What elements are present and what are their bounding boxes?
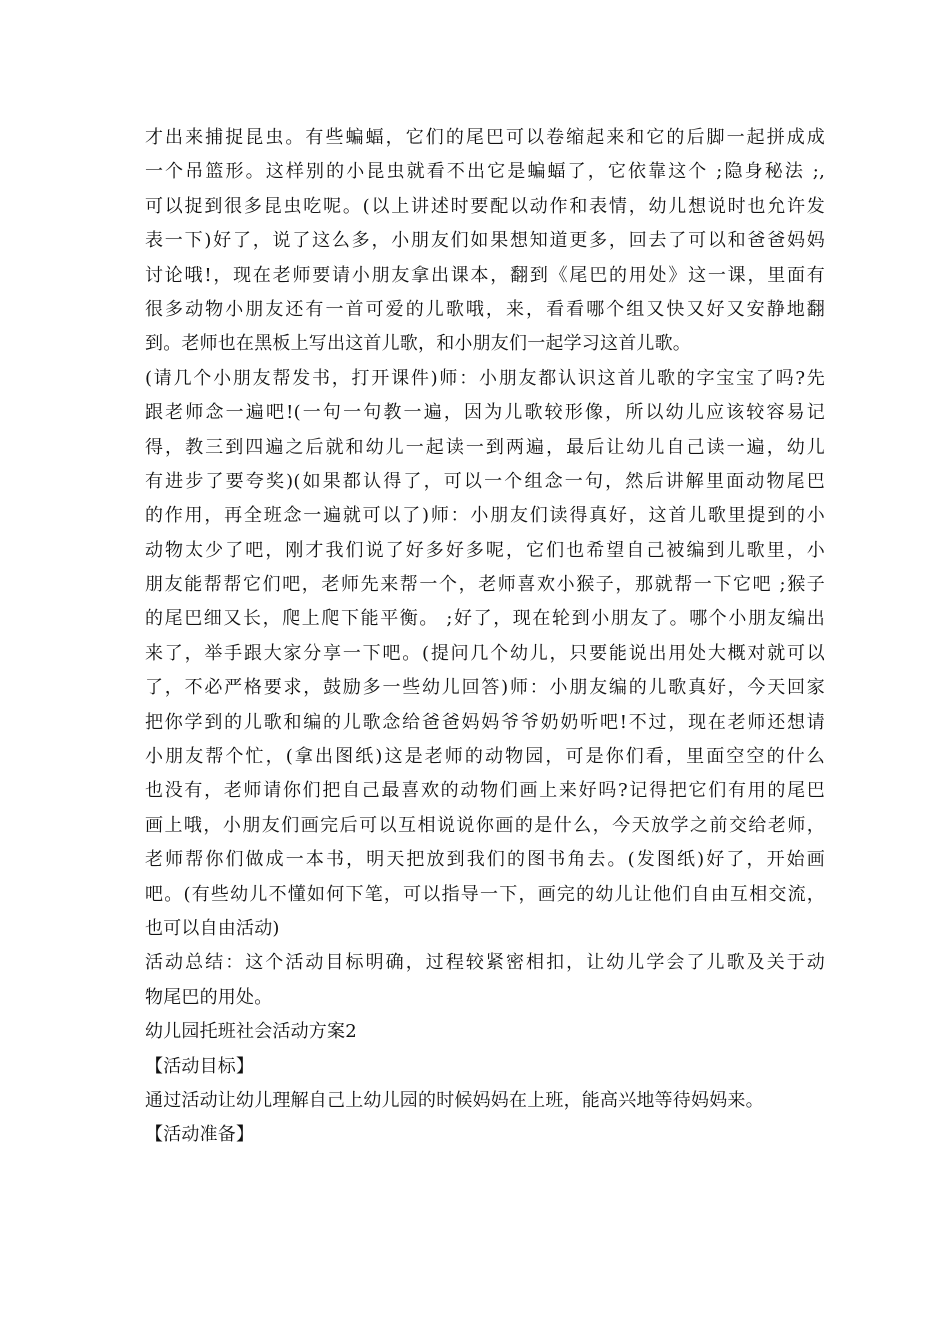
document-body [145, 121, 825, 1153]
text-line: 小朋友帮个忙，(拿出图纸)这是老师的动物园，可是你们看，里面空空的什么 [145, 746, 825, 768]
text-line: 得，教三到四遍之后就和幼儿一起读一到两遍，最后让幼儿自己读一遍，幼儿 [145, 436, 825, 458]
text-line: 很多动物小朋友还有一首可爱的儿歌哦，来，看看哪个组又快又好又安静地翻 [145, 298, 825, 320]
text-line: 来了，举手跟大家分享一下吧。(提问几个幼儿，只要能说出用处大概对就可以 [145, 642, 825, 664]
text-line: 的尾巴细又长，爬上爬下能平衡。 ;好了，现在轮到小朋友了。哪个小朋友编出 [145, 608, 825, 630]
text-line: 表一下)好了，说了这么多，小朋友们如果想知道更多，回去了可以和爸爸妈妈 [145, 230, 825, 252]
text-line: 活动总结：这个活动目标明确，过程较紧密相扣，让幼儿学会了儿歌及关于动 [145, 952, 825, 974]
text-line: 【活动目标】 [145, 1055, 255, 1077]
text-line: 一个吊篮形。这样别的小昆虫就看不出它是蝙蝠了，它依靠这个 ;隐身秘法 ;, [145, 161, 825, 183]
text-line: (请几个小朋友帮发书，打开课件)师：小朋友都认识这首儿歌的字宝宝了吗?先 [145, 367, 825, 389]
text-line: 跟老师念一遍吧!(一句一句教一遍，因为儿歌较形像，所以幼儿应该较容易记 [145, 402, 825, 424]
text-line: 动物太少了吧，刚才我们说了好多好多呢，它们也希望自己被编到儿歌里，小 [145, 539, 825, 561]
text-line: 了，不必严格要求，鼓励多一些幼儿回答)师：小朋友编的儿歌真好，今天回家 [145, 677, 825, 699]
text-line: 才出来捕捉昆虫。有些蝙蝠，它们的尾巴可以卷缩起来和它的后脚一起拼成成 [145, 127, 825, 148]
text-line: 可以捉到很多昆虫吃呢。(以上讲述时要配以动作和表情，幼儿想说时也允许发 [145, 195, 825, 217]
text-line: 老师帮你们做成一本书，明天把放到我们的图书角去。(发图纸)好了，开始画 [145, 849, 825, 871]
text-line: 有进步了要夸奖)(如果都认得了，可以一个组念一句，然后讲解里面动物尾巴 [145, 470, 825, 492]
text-line: 到。老师也在黑板上写出这首儿歌，和小朋友们一起学习这首儿歌。 [145, 333, 691, 355]
text-line: 吧。(有些幼儿不懂如何下笔，可以指导一下，画完的幼儿让他们自由互相交流， [145, 883, 825, 905]
text-line: 【活动准备】 [145, 1124, 255, 1146]
text-line: 把你学到的儿歌和编的儿歌念给爸爸妈妈爷爷奶奶听吧!不过，现在老师还想请 [145, 711, 825, 733]
text-line: 朋友能帮帮它们吧，老师先来帮一个，老师喜欢小猴子，那就帮一下它吧 ;猴子 [145, 574, 825, 596]
text-line: 的作用，再全班念一遍就可以了)师：小朋友们读得真好，这首儿歌里提到的小 [145, 505, 825, 527]
text-line: 幼儿园托班社会活动方案2 [145, 1021, 357, 1043]
text-line: 物尾巴的用处。 [145, 986, 273, 1008]
text-line: 画上哦，小朋友们画完后可以互相说说你画的是什么，今天放学之前交给老师， [145, 814, 825, 836]
text-line: 也没有，老师请你们把自己最喜欢的动物们画上来好吗?记得把它们有用的尾巴 [145, 780, 825, 802]
text-line: 通过活动让幼儿理解自己上幼儿园的时候妈妈在上班，能高兴地等待妈妈来。 [145, 1089, 764, 1111]
text-line: 也可以自由活动) [145, 917, 280, 939]
text-line: 讨论哦!，现在老师要请小朋友拿出课本，翻到《尾巴的用处》这一课，里面有 [145, 264, 825, 286]
